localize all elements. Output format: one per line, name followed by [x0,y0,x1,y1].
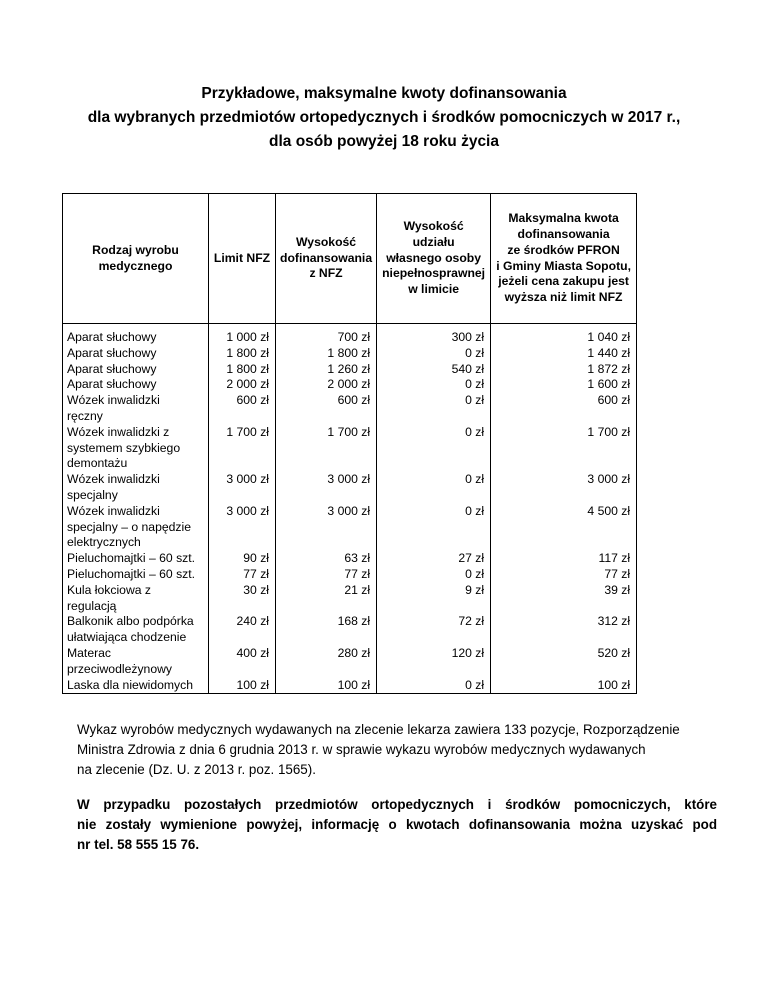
header-nfz-limit [209,194,276,324]
product-name-line: Balkonik albo podpórka [67,614,194,629]
product-name-line: specjalny [67,487,118,502]
table-row [63,346,637,362]
table-row [63,504,637,551]
max-funding-cell: 520 zł [491,646,637,678]
product-name-line: Aparat słuchowy [67,361,157,376]
product-name-line: Wózek inwalidzki [67,393,160,408]
header-text-line: wyższa niż limit NFZ [504,290,623,305]
info-paragraph [77,720,717,780]
header-text-line: Maksymalna kwota [508,211,619,226]
table-header-row [63,194,637,324]
header-text-line: w limicie [408,282,459,297]
max-funding-cell: 600 zł [491,393,637,425]
nfz-funding-cell: 21 zł [276,583,377,615]
title-line: dla wybranych przedmiotów ortopedycznych i środków pomocniczych w 2017 r., [87,109,681,126]
nfz-funding-cell: 3 000 zł [276,472,377,504]
nfz-funding-cell: 280 zł [276,646,377,678]
nfz-funding-cell: 1 800 zł [276,346,377,362]
header-text-line: Limit NFZ [213,250,271,265]
product-name-line: Kula łokciowa z [67,582,151,597]
max-funding-cell: 1 872 zł [491,362,637,378]
header-text-line: medycznego [98,258,173,273]
product-name-cell [63,425,209,472]
product-name-line: demontażu [67,456,128,471]
table-row [63,551,637,567]
own-contribution-cell: 72 zł [377,614,491,646]
max-funding-cell: 4 500 zł [491,504,637,551]
table-body [63,324,637,694]
own-contribution-cell: 540 zł [377,362,491,378]
header-text-line: ze środków PFRON [507,242,620,257]
table-row [63,614,637,646]
own-contribution-cell: 120 zł [377,646,491,678]
product-name-line: elektrycznych [67,535,141,550]
table-row [63,567,637,583]
product-name-cell [63,646,209,678]
nfz-funding-cell: 77 zł [276,567,377,583]
product-name-cell [63,324,209,346]
product-name-cell [63,678,209,694]
table-row [63,324,637,346]
product-name-cell [63,346,209,362]
nfz-limit-cell: 90 zł [209,551,276,567]
paragraph-line: W przypadku pozostałych przedmiotów ortopedycznych i środków pomocniczych, które [77,797,717,812]
max-funding-cell: 77 zł [491,567,637,583]
header-text-line: Rodzaj wyrobu [92,242,179,257]
product-name-cell [63,362,209,378]
max-funding-cell: 1 440 zł [491,346,637,362]
max-funding-cell: 312 zł [491,614,637,646]
nfz-limit-cell: 1 800 zł [209,346,276,362]
header-text-line: Wysokość udziału [403,219,464,249]
nfz-limit-cell: 2 000 zł [209,377,276,393]
product-name-cell [63,393,209,425]
own-contribution-cell: 27 zł [377,551,491,567]
header-nfz-funding [276,194,377,324]
table-row [63,678,637,694]
nfz-limit-cell: 30 zł [209,583,276,615]
table-row [63,646,637,678]
own-contribution-cell: 0 zł [377,393,491,425]
product-name-line: Aparat słuchowy [67,330,157,344]
header-text-line: i Gminy Miasta Sopotu, [496,258,631,273]
own-contribution-cell: 9 zł [377,583,491,615]
product-name-cell [63,504,209,551]
product-name-line: Materac [67,645,112,660]
header-text-line: jeżeli cena zakupu jest [498,274,629,289]
header-text-line: z NFZ [309,266,343,281]
header-text-line: dofinansowania [517,226,610,241]
max-funding-cell: 100 zł [491,678,637,694]
nfz-funding-cell: 1 260 zł [276,362,377,378]
paragraph-line: Wykaz wyrobów medycznych wydawanych na zlecenie lekarza zawiera 133 pozycje, Rozporządzenie [77,722,680,737]
contact-paragraph [77,795,717,855]
product-name-line: Aparat słuchowy [67,345,157,360]
nfz-limit-cell: 1 000 zł [209,324,276,346]
header-text-line: dofinansowania [280,250,373,265]
table-row [63,393,637,425]
paragraph-line: nie zostały wymienione powyżej, informację o kwotach dofinansowania można uzyskać pod [77,817,717,832]
nfz-limit-cell: 100 zł [209,678,276,694]
table-row [63,583,637,615]
table-row [63,472,637,504]
max-funding-cell: 1 600 zł [491,377,637,393]
max-funding-cell: 1 040 zł [491,324,637,346]
header-max-funding [491,194,637,324]
own-contribution-cell: 0 zł [377,346,491,362]
table-row [63,377,637,393]
max-funding-cell: 3 000 zł [491,472,637,504]
own-contribution-cell: 0 zł [377,567,491,583]
header-text-line: Wysokość [296,234,357,249]
title-line: dla osób powyżej 18 roku życia [269,133,499,150]
own-contribution-cell: 0 zł [377,504,491,551]
paragraph-line: na zlecenie (Dz. U. z 2013 r. poz. 1565). [77,762,316,777]
nfz-funding-cell: 2 000 zł [276,377,377,393]
product-name-cell [63,567,209,583]
product-name-line: regulacją [67,598,117,613]
nfz-limit-cell: 3 000 zł [209,472,276,504]
title-line: Przykładowe, maksymalne kwoty dofinansowania [201,85,567,102]
nfz-limit-cell: 400 zł [209,646,276,678]
document-title [40,82,728,154]
nfz-limit-cell: 1 700 zł [209,425,276,472]
header-own-contribution [377,194,491,324]
own-contribution-cell: 300 zł [377,324,491,346]
nfz-limit-cell: 600 zł [209,393,276,425]
product-name-line: Wózek inwalidzki z [67,424,170,439]
max-funding-cell: 39 zł [491,583,637,615]
product-name-cell [63,472,209,504]
product-name-line: specjalny – o napędzie [67,519,191,534]
own-contribution-cell: 0 zł [377,377,491,393]
nfz-funding-cell: 1 700 zł [276,425,377,472]
paragraph-line: Ministra Zdrowia z dnia 6 grudnia 2013 r. w sprawie wykazu wyrobów medycznych wydawanych [77,742,646,757]
product-name-line: systemem szybkiego [67,440,181,455]
own-contribution-cell: 0 zł [377,425,491,472]
product-name-cell [63,551,209,567]
nfz-limit-cell: 1 800 zł [209,362,276,378]
product-name-line: Aparat słuchowy [67,377,157,392]
product-name-line: ręczny [67,408,103,423]
header-text-line: własnego osoby [386,250,481,265]
nfz-funding-cell: 168 zł [276,614,377,646]
product-name-cell [63,377,209,393]
product-name-line: Wózek inwalidzki [67,472,160,487]
product-name-cell [63,583,209,615]
table-row [63,362,637,378]
table-row [63,425,637,472]
nfz-funding-cell: 100 zł [276,678,377,694]
nfz-limit-cell: 3 000 zł [209,504,276,551]
header-product-type [63,194,209,324]
product-name-line: Wózek inwalidzki [67,503,160,518]
paragraph-line: nr tel. 58 555 15 76. [77,837,200,852]
own-contribution-cell: 0 zł [377,678,491,694]
product-name-line: przeciwodleżynowy [67,661,172,676]
nfz-funding-cell: 600 zł [276,393,377,425]
product-name-line: Pieluchomajtki – 60 szt. [67,551,196,566]
product-name-line: Laska dla niewidomych [67,677,194,692]
max-funding-cell: 1 700 zł [491,425,637,472]
nfz-funding-cell: 3 000 zł [276,504,377,551]
nfz-limit-cell: 240 zł [209,614,276,646]
nfz-limit-cell: 77 zł [209,567,276,583]
max-funding-cell: 117 zł [491,551,637,567]
product-name-line: ułatwiająca chodzenie [67,630,187,645]
own-contribution-cell: 0 zł [377,472,491,504]
product-name-line: Pieluchomajtki – 60 szt. [67,566,196,581]
nfz-funding-cell: 700 zł [276,324,377,346]
nfz-funding-cell: 63 zł [276,551,377,567]
product-name-cell [63,614,209,646]
header-text-line: niepełnosprawnej [382,266,486,281]
subsidy-table [62,193,637,694]
